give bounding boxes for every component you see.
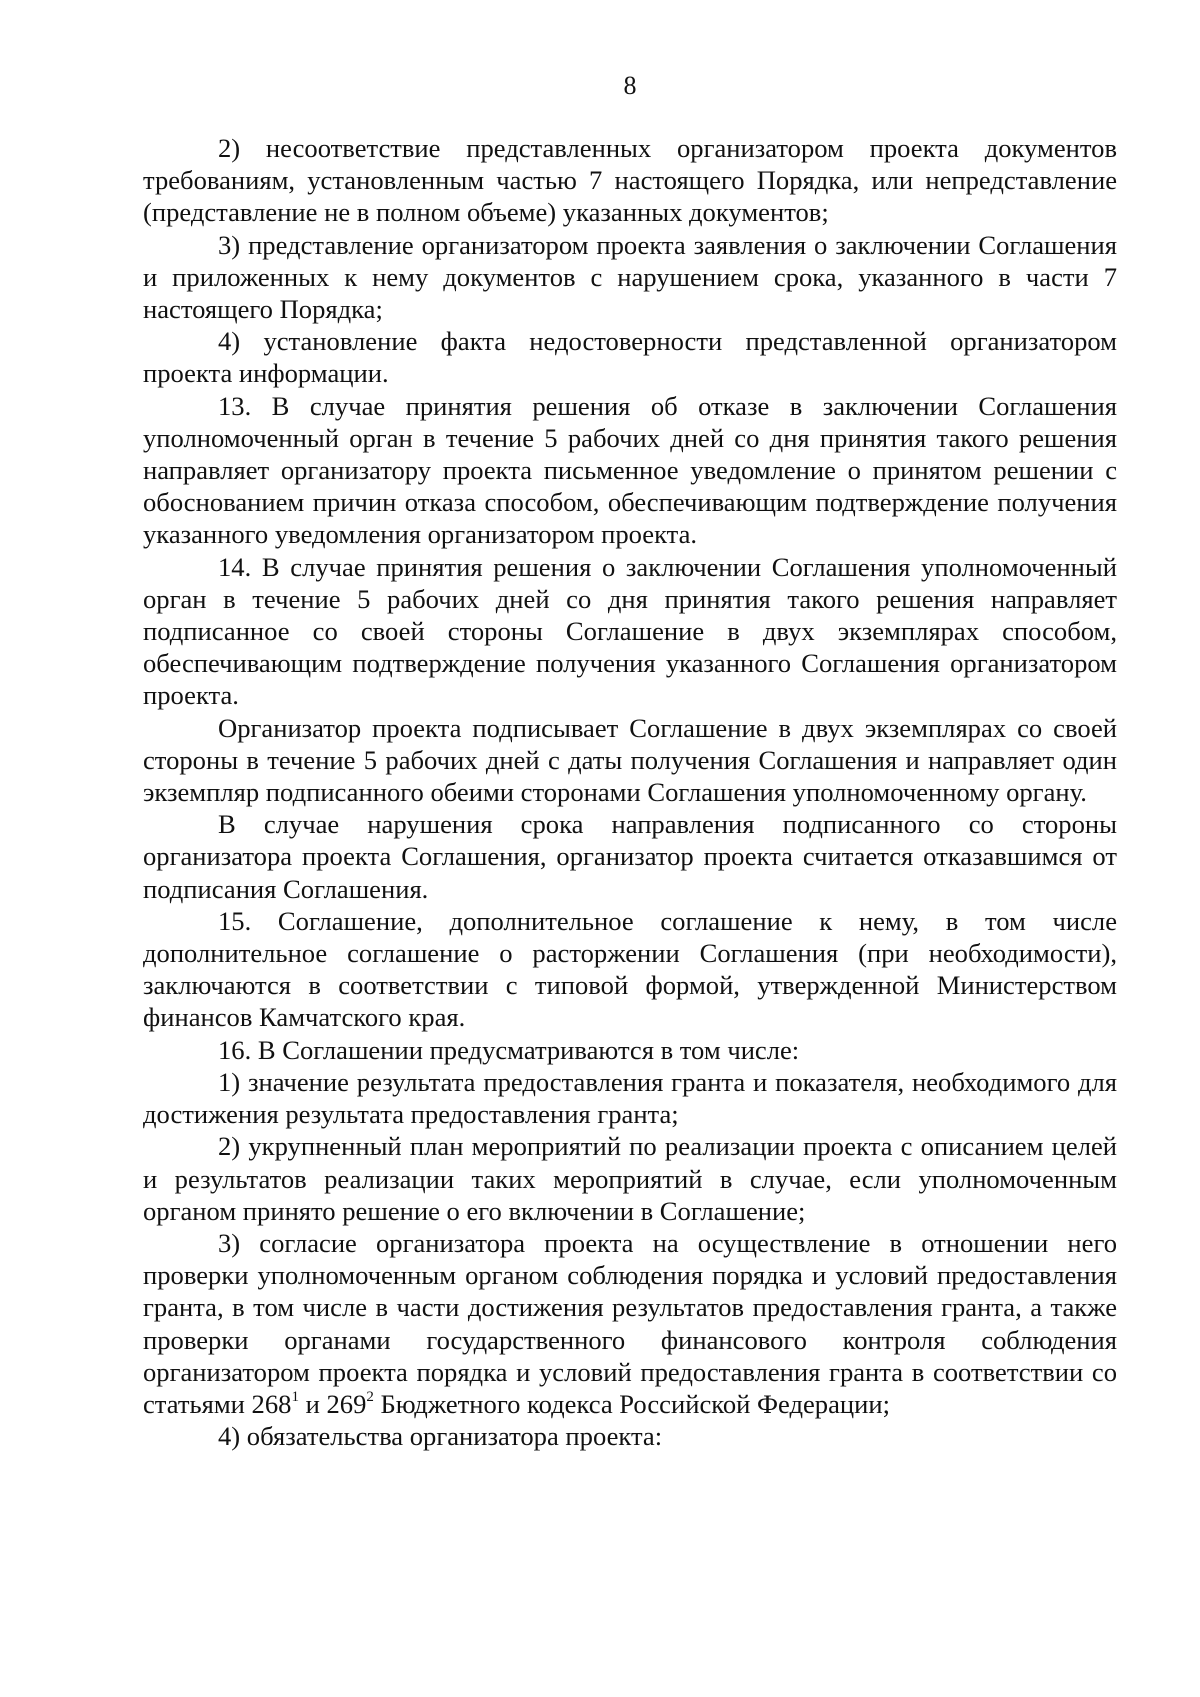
paragraph-deadline-violation: В случае нарушения срока направления подписанного со стороны организатора проекта Соглашения, организатор проекта считается отказавшимся от подписания Соглашения.: [143, 809, 1117, 904]
paragraph-item-3: 3) представление организатором проекта заявления о заключении Соглашения и приложенных к нему документов с нарушением срока, указанного в части 7 настоящего Порядка;: [143, 229, 1117, 325]
superscript-268: 1: [291, 1389, 299, 1406]
paragraph-section-13: 13. В случае принятия решения об отказе в заключении Соглашения уполномоченный орган в течение 5 рабочих дней со дня принятия такого решения направляет организатору проекта письменное уведомление о принятом решении с обоснованием причин отказа способом, обеспечивающим подтверждение получения указанного уведомления организатором проекта.: [143, 390, 1117, 550]
paragraph-sub-4: 4) обязательства организатора проекта:: [218, 1421, 663, 1452]
page-number: 8: [623, 71, 637, 100]
paragraph-organizer-signs: Организатор проекта подписывает Соглашение в двух экземплярах со своей стороны в течение 5 рабочих дней с даты получения Соглашения и направляет один экземпляр подписанного обеими сторонами Соглашения уполномоченному органу.: [143, 712, 1117, 808]
paragraph-sub-3-part2: и 269: [298, 1388, 367, 1419]
paragraph-item-2: 2) несоответствие представленных организатором проекта документов требованиям, установленным частью 7 настоящего Порядка, или непредставление (представление не в полном объеме) указанных документов;: [143, 133, 1117, 228]
superscript-269: 2: [366, 1389, 374, 1406]
paragraph-sub-1: 1) значение результата предоставления гранта и показателя, необходимого для достижения результата предоставления гранта;: [143, 1066, 1117, 1130]
paragraph-section-15: 15. Соглашение, дополнительное соглашение к нему, в том числе дополнительное соглашение о расторжении Соглашения (при необходимости), заключаются в соответствии с типовой формой, утвержденной Министерством финансов Камчатского края.: [143, 905, 1117, 1033]
paragraph-section-14: 14. В случае принятия решения о заключении Соглашения уполномоченный орган в течение 5 рабочих дней со дня принятия такого решения направляет подписанное со своей стороны Соглашение в двух экземплярах способом, обеспечивающим подтверждение получения указанного Соглашения организатором проекта.: [143, 551, 1117, 711]
paragraph-sub-3-part1: 3) согласие организатора проекта на осуществление в отношении него проверки уполномоченным органом соблюдения порядка и условий предоставления гранта, в том числе в части достижения результатов предоставления гранта, а также проверки органами государственного финансового контроля соблюдения организатором проекта порядка и условий предоставления гранта в соответствии со статьями 268: [143, 1227, 1117, 1419]
paragraph-item-4: 4) установление факта недостоверности представленной организатором проекта информации.: [143, 326, 1117, 389]
paragraph-sub-2: 2) укрупненный план мероприятий по реализации проекта с описанием целей и результатов реализации таких мероприятий в случае, если уполномоченным органом принято решение о его включении в Соглашение;: [143, 1131, 1117, 1226]
paragraph-sub-3-part3: Бюджетного кодекса Российской Федерации;: [373, 1388, 890, 1419]
paragraph-sub-3: [143, 1227, 1117, 1420]
paragraph-section-16: 16. В Соглашении предусматриваются в том числе:: [218, 1034, 800, 1065]
document-body: [143, 132, 1117, 1452]
